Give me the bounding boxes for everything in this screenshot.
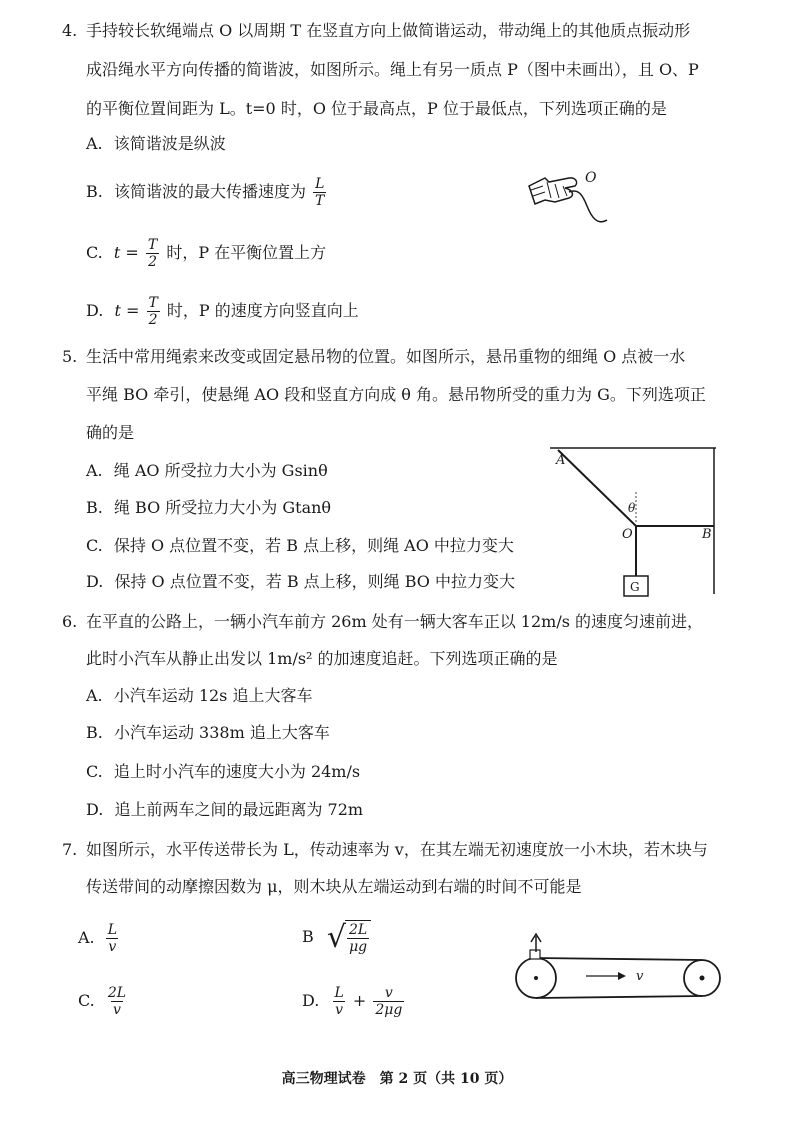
q7-stem-line-1: 如图所示，水平传送带长为 L，传动速率为 v，在其左端无初速度放一小木块，若木块与 <box>86 840 708 859</box>
q6-option-b <box>86 722 330 744</box>
q7-option-b-sqrt <box>327 920 371 955</box>
q5-option-c <box>86 535 514 557</box>
q6-option-a-letter: A. <box>86 686 103 705</box>
q5-option-b <box>86 497 331 519</box>
sqrt-sign-icon: √ <box>326 919 346 955</box>
q4-option-c-numerator: T <box>147 237 158 253</box>
q7-option-d-numerator-1: L <box>334 985 344 1001</box>
q4-option-b-denominator: T <box>315 193 325 209</box>
q7-option-d-denominator-1: v <box>335 1002 344 1018</box>
q7-number: 7. <box>62 840 78 859</box>
q7-option-c <box>78 985 130 1018</box>
q4-option-c-prefix: t = <box>113 243 139 262</box>
q5-option-a-text: 绳 AO 所受拉力大小为 Gsinθ <box>113 461 328 480</box>
velocity-arrow-head-icon <box>618 972 626 980</box>
right-pulley-axle <box>700 976 705 981</box>
q7-option-a-denominator: v <box>108 939 117 955</box>
page-footer: 高三物理试卷 第 2 页（共 10 页） <box>281 1071 513 1087</box>
q4-stem-line-3: 的平衡位置间距为 L。t=0 时，O 位于最高点，P 位于最低点，下列选项正确的是 <box>86 99 667 118</box>
q5-stem-line-3: 确的是 <box>86 423 135 442</box>
q5-option-c-text: 保持 O 点位置不变，若 B 点上移，则绳 AO 中拉力变大 <box>113 536 514 555</box>
label-o: O <box>622 527 633 542</box>
q4-option-c-letter: C. <box>86 243 103 262</box>
q4-option-c-fraction <box>146 237 159 270</box>
q7-option-c-denominator: v <box>113 1002 121 1018</box>
q5-option-d <box>86 571 515 593</box>
q4-stem-line-2: 成沿绳水平方向传播的简谐波，如图所示。绳上有另一质点 P（图中未画出），且 O、P <box>86 60 699 79</box>
label-theta: θ <box>628 501 636 515</box>
belt-bottom <box>536 996 702 998</box>
q6-stem-line-2: 此时小汽车从静止出发以 1m/s² 的加速度追赶。下列选项正确的是 <box>86 649 558 668</box>
q5-option-a-letter: A. <box>86 461 103 480</box>
q4-number: 4. <box>62 21 78 40</box>
q4-option-b-text: 该简谐波的最大传播速度为 <box>113 182 306 201</box>
hand-icon <box>529 178 577 204</box>
q4-option-b-numerator: L <box>315 176 325 192</box>
q4-option-b <box>86 176 328 209</box>
label-g: G <box>630 580 640 594</box>
q6-option-b-letter: B. <box>86 723 103 742</box>
rope-ao <box>558 450 636 526</box>
left-pulley-axle <box>534 976 538 980</box>
q4-option-d-prefix: t = <box>114 301 140 320</box>
q4-option-d-fraction <box>146 295 159 328</box>
q4-option-c-denominator: 2 <box>148 254 157 270</box>
q7-option-b <box>302 920 371 955</box>
q5-rope-figure <box>546 444 722 600</box>
q6-option-d-text: 追上前两车之间的最远距离为 72m <box>114 800 364 819</box>
q5-number: 5. <box>62 347 78 366</box>
q7-option-d-denominator-2: 2μg <box>375 1002 403 1018</box>
q7-option-d-plus: + <box>352 991 367 1010</box>
q4-option-a <box>86 133 226 155</box>
q5-option-a <box>86 460 328 482</box>
q5-option-d-text: 保持 O 点位置不变，若 B 点上移，则绳 BO 中拉力变大 <box>114 572 516 591</box>
q7-option-d <box>302 985 406 1018</box>
label-v: v <box>636 969 644 984</box>
q5-stem-line-2: 平绳 BO 牵引，使悬绳 AO 段和竖直方向成 θ 角。悬吊物所受的重力为 G。下列选项正 <box>86 385 706 404</box>
belt-top <box>536 958 702 960</box>
q4-option-b-letter: B. <box>86 182 103 201</box>
q4-option-a-text: 该简谐波是纵波 <box>113 134 226 153</box>
q6-option-d-letter: D. <box>86 800 104 819</box>
q7-option-d-numerator-2: v <box>384 985 393 1001</box>
q7-option-d-letter: D. <box>302 991 320 1010</box>
label-b: B <box>702 527 712 542</box>
q6-option-a-text: 小汽车运动 12s 追上大客车 <box>113 686 313 705</box>
q4-option-a-letter: A. <box>86 134 103 153</box>
wood-block <box>530 950 540 959</box>
q4-option-d-numerator: T <box>148 295 158 311</box>
q6-number: 6. <box>62 612 78 631</box>
q7-option-a-letter: A. <box>78 928 95 947</box>
q7-option-a-fraction <box>106 922 119 955</box>
q4-option-c-text: 时，P 在平衡位置上方 <box>166 243 327 262</box>
q7-option-b-numerator: 2L <box>348 922 368 938</box>
q7-option-b-letter: B <box>302 927 314 946</box>
q6-option-c-text: 追上时小汽车的速度大小为 24m/s <box>113 762 361 781</box>
q6-option-c-letter: C. <box>86 762 103 781</box>
q7-conveyor-figure <box>512 930 724 1010</box>
q4-option-d-letter: D. <box>86 301 104 320</box>
q4-option-d-text: 时，P 的速度方向竖直向上 <box>166 301 359 320</box>
q4-option-b-fraction <box>313 176 326 209</box>
q6-option-b-text: 小汽车运动 338m 追上大客车 <box>113 723 330 742</box>
q5-option-b-letter: B. <box>86 498 103 517</box>
q5-option-c-letter: C. <box>86 536 103 555</box>
q5-stem-line-1: 生活中常用绳索来改变或固定悬吊物的位置。如图所示，悬吊重物的细绳 O 点被一水 <box>86 347 686 366</box>
q6-stem-line-1: 在平直的公路上，一辆小汽车前方 26m 处有一辆大客车正以 12m/s 的速度匀速前进， <box>86 612 704 631</box>
q5-option-b-text: 绳 BO 所受拉力大小为 Gtanθ <box>113 498 332 517</box>
q7-option-c-numerator: 2L <box>107 985 127 1001</box>
q6-option-a <box>86 685 312 707</box>
q5-option-d-letter: D. <box>86 572 104 591</box>
q7-option-a <box>78 922 121 955</box>
q7-option-a-numerator: L <box>107 922 118 938</box>
q4-option-c <box>86 237 326 270</box>
q7-option-c-fraction <box>106 985 128 1018</box>
label-a: A <box>556 453 566 468</box>
rope <box>569 191 607 222</box>
q4-option-d-denominator: 2 <box>148 312 158 328</box>
q7-option-d-fraction-2 <box>373 985 404 1018</box>
q7-option-d-fraction-1 <box>332 985 345 1018</box>
q7-option-c-letter: C. <box>78 991 95 1010</box>
q4-option-d <box>86 295 359 328</box>
q7-option-b-denominator: μg <box>349 939 368 955</box>
q6-option-d <box>86 799 363 821</box>
label-o: O <box>585 170 597 186</box>
q7-option-b-fraction <box>347 922 369 955</box>
q6-option-c <box>86 761 360 783</box>
q4-stem-line-1: 手持较长软绳端点 O 以周期 T 在竖直方向上做简谐运动，带动绳上的其他质点振动形 <box>86 21 691 40</box>
q7-stem-line-2: 传送带间的动摩擦因数为 μ，则木块从左端运动到右端的时间不可能是 <box>86 877 582 896</box>
q4-hand-rope-figure <box>525 168 635 238</box>
